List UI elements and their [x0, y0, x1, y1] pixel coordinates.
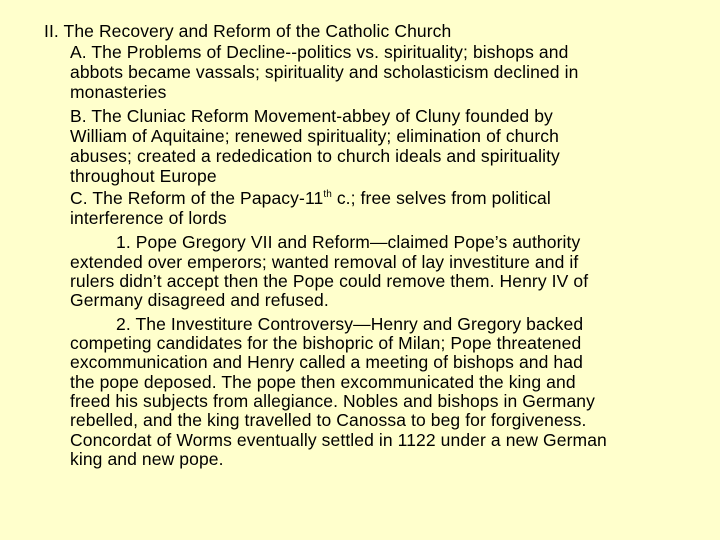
section-a-line: A. The Problems of Decline--politics vs. spirituality; bishops and	[70, 42, 569, 62]
item-2-line: freed his subjects from allegiance. Nobles and bishops in Germany	[70, 391, 595, 411]
section-b-line: throughout Europe	[70, 166, 217, 186]
outline-heading: II. The Recovery and Reform of the Catholic Church	[44, 21, 452, 41]
item-2-line: the pope deposed. The pope then excommunicated the king and	[70, 372, 576, 392]
item-2-line: competing candidates for the bishopric of Milan; Pope threatened	[70, 333, 582, 353]
section-c-text-before: C. The Reform of the Papacy-11	[70, 188, 324, 208]
section-c-line	[70, 188, 551, 208]
item-1-line: rulers didn’t accept then the Pope could remove them. Henry IV of	[70, 271, 589, 291]
section-a-line: abbots became vassals; spirituality and scholasticism declined in	[70, 62, 579, 82]
ordinal-superscript: th	[323, 189, 332, 200]
item-1-line: Germany disagreed and refused.	[70, 290, 329, 310]
section-a-line: monasteries	[70, 82, 167, 102]
item-2-line: excommunication and Henry called a meeting of bishops and had	[70, 352, 583, 372]
section-c-text-after: c.; free selves from political	[331, 188, 551, 208]
item-1-line: extended over emperors; wanted removal of lay investiture and if	[70, 252, 579, 272]
item-2-line: king and new pope.	[70, 449, 224, 469]
section-b-line: abuses; created a rededication to church ideals and spirituality	[70, 146, 560, 166]
item-2-line: rebelled, and the king travelled to Canossa to beg for forgiveness.	[70, 410, 587, 430]
item-2-line: 2. The Investiture Controversy—Henry and Gregory backed	[116, 314, 584, 334]
section-b-line: B. The Cluniac Reform Movement-abbey of Cluny founded by	[70, 106, 553, 126]
section-b-line: William of Aquitaine; renewed spirituality; elimination of church	[70, 126, 559, 146]
item-2-line: Concordat of Worms eventually settled in 1122 under a new German	[70, 430, 607, 450]
section-c-line: interference of lords	[70, 208, 227, 228]
item-1-line: 1. Pope Gregory VII and Reform—claimed Pope’s authority	[116, 232, 581, 252]
